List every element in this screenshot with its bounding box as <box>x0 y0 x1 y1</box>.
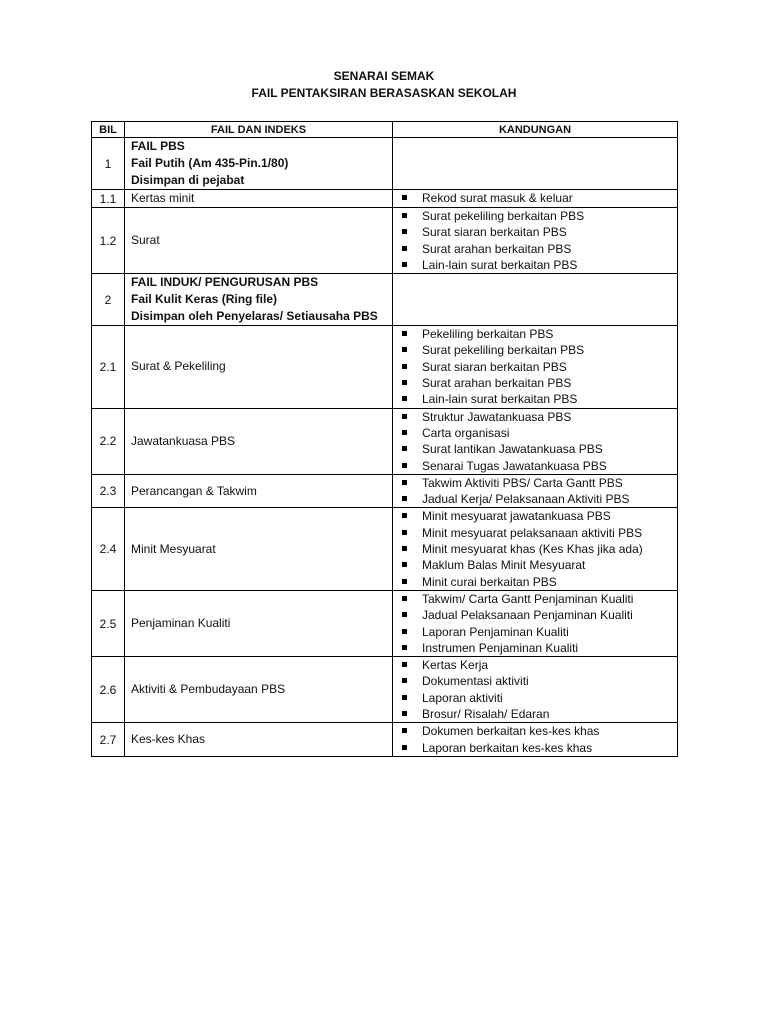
list-item-text: Surat pekeliling berkaitan PBS <box>422 343 585 358</box>
row-number: 2.5 <box>92 590 125 656</box>
file-index-cell <box>125 590 393 656</box>
list-item <box>399 706 671 722</box>
table-row <box>92 474 678 508</box>
square-bullet-icon <box>402 530 407 535</box>
list-item-text: Surat pekeliling berkaitan PBS <box>422 209 585 223</box>
contents-list <box>399 326 671 407</box>
row-number: 2.3 <box>92 474 125 508</box>
list-item-text: Laporan berkaitan kes-kes khas <box>422 740 593 755</box>
file-index-text: Kertas minit <box>131 191 195 205</box>
table-body <box>92 138 678 757</box>
square-bullet-icon <box>402 446 407 451</box>
contents-list <box>399 657 671 722</box>
row-number: 1 <box>92 138 125 190</box>
list-item-text: Surat siaran berkaitan PBS <box>422 359 567 374</box>
list-item <box>399 375 671 391</box>
table-row <box>92 657 678 723</box>
contents-cell <box>393 657 678 723</box>
contents-list <box>399 508 671 589</box>
file-index-text: Kes-kes Khas <box>131 732 206 747</box>
square-bullet-icon <box>402 496 407 501</box>
list-item-text: Minit mesyuarat pelaksanaan aktiviti PBS <box>422 525 643 540</box>
square-bullet-icon <box>402 480 407 485</box>
contents-cell <box>393 590 678 656</box>
square-bullet-icon <box>402 711 407 716</box>
list-item-text: Laporan aktiviti <box>422 690 503 705</box>
square-bullet-icon <box>402 331 407 336</box>
square-bullet-icon <box>402 262 407 267</box>
list-item-text: Surat arahan berkaitan PBS <box>422 241 572 256</box>
file-index-text: Aktiviti & Pembudayaan PBS <box>131 682 286 697</box>
list-item-text: Surat arahan berkaitan PBS <box>422 376 572 391</box>
file-index-text: Fail Kulit Keras (Ring file) <box>131 292 278 307</box>
list-item-text: Surat lantikan Jawatankuasa PBS <box>422 442 603 457</box>
square-bullet-icon <box>402 347 407 352</box>
row-number: 2.2 <box>92 408 125 474</box>
contents-list <box>399 475 671 508</box>
square-bullet-icon <box>402 414 407 419</box>
table-row <box>92 190 678 208</box>
list-item <box>399 458 671 474</box>
list-item <box>399 241 671 257</box>
list-item <box>399 525 671 541</box>
row-number: 2.6 <box>92 657 125 723</box>
contents-cell <box>393 138 678 190</box>
title-block <box>0 68 768 102</box>
list-item <box>399 491 671 507</box>
list-item-text: Maklum Balas Minit Mesyuarat <box>422 558 586 573</box>
square-bullet-icon <box>402 430 407 435</box>
contents-list <box>399 723 671 756</box>
list-item <box>399 224 671 240</box>
file-index-text: FAIL INDUK/ PENGURUSAN PBS <box>131 275 319 290</box>
file-index-text: Jawatankuasa PBS <box>131 433 236 448</box>
header-fail-dan-indeks: FAIL DAN INDEKS <box>125 122 393 138</box>
table-row <box>92 723 678 757</box>
file-index-text: Penjaminan Kualiti <box>131 616 231 631</box>
list-item-text: Carta organisasi <box>422 425 510 440</box>
row-number: 1.2 <box>92 208 125 274</box>
list-item <box>399 723 671 739</box>
table-row <box>92 590 678 656</box>
file-index-cell <box>125 408 393 474</box>
list-item-text: Minit mesyuarat khas (Kes Khas jika ada) <box>422 542 643 557</box>
row-number: 2.1 <box>92 326 125 408</box>
contents-cell <box>393 326 678 408</box>
file-index-cell <box>125 208 393 274</box>
table-row <box>92 274 678 326</box>
table-header-row <box>92 122 678 138</box>
square-bullet-icon <box>402 728 407 733</box>
file-index-cell <box>125 508 393 590</box>
list-item-text: Instrumen Penjaminan Kualiti <box>422 640 579 655</box>
square-bullet-icon <box>402 229 407 234</box>
list-item <box>399 541 671 557</box>
list-item-text: Dokumentasi aktiviti <box>422 674 529 689</box>
header-bil: BIL <box>92 122 125 138</box>
file-index-cell <box>125 138 393 190</box>
list-item <box>399 624 671 640</box>
square-bullet-icon <box>402 612 407 617</box>
square-bullet-icon <box>402 513 407 518</box>
file-index-text: Perancangan & Takwim <box>131 483 257 498</box>
file-index-text: Disimpan di pejabat <box>131 173 245 187</box>
list-item-text: Jadual Kerja/ Pelaksanaan Aktiviti PBS <box>422 492 630 507</box>
list-item <box>399 425 671 441</box>
table-row <box>92 138 678 190</box>
file-index-text: Surat & Pekeliling <box>131 359 226 374</box>
list-item <box>399 740 671 756</box>
list-item <box>399 607 671 623</box>
file-index-cell <box>125 326 393 408</box>
file-index-text: Surat <box>131 233 160 248</box>
square-bullet-icon <box>402 195 407 200</box>
square-bullet-icon <box>402 695 407 700</box>
list-item-text: Kertas Kerja <box>422 658 489 673</box>
list-item-text: Jadual Pelaksanaan Penjaminan Kualiti <box>422 608 633 623</box>
list-item-text: Laporan Penjaminan Kualiti <box>422 624 569 639</box>
list-item <box>399 409 671 425</box>
table-row <box>92 326 678 408</box>
list-item <box>399 257 671 273</box>
list-item <box>399 508 671 524</box>
square-bullet-icon <box>402 629 407 634</box>
square-bullet-icon <box>402 596 407 601</box>
list-item-text: Takwim Aktiviti PBS/ Carta Gantt PBS <box>422 475 623 490</box>
list-item-text: Struktur Jawatankuasa PBS <box>422 409 572 424</box>
square-bullet-icon <box>402 213 407 218</box>
square-bullet-icon <box>402 579 407 584</box>
list-item <box>399 441 671 457</box>
square-bullet-icon <box>402 364 407 369</box>
contents-cell <box>393 508 678 590</box>
square-bullet-icon <box>402 678 407 683</box>
document-subtitle: FAIL PENTAKSIRAN BERASASKAN SEKOLAH <box>251 86 517 100</box>
contents-list <box>399 591 671 656</box>
list-item-text: Brosur/ Risalah/ Edaran <box>422 707 550 722</box>
file-index-text: FAIL PBS <box>131 139 185 153</box>
row-number: 2.7 <box>92 723 125 757</box>
square-bullet-icon <box>402 396 407 401</box>
list-item <box>399 690 671 706</box>
header-kandungan: KANDUNGAN <box>393 122 678 138</box>
list-item <box>399 190 671 206</box>
file-index-cell <box>125 723 393 757</box>
list-item <box>399 326 671 342</box>
list-item-text: Minit mesyuarat jawatankuasa PBS <box>422 509 611 524</box>
list-item-text: Lain-lain surat berkaitan PBS <box>422 257 578 272</box>
row-number: 2 <box>92 274 125 326</box>
file-index-cell <box>125 474 393 508</box>
list-item <box>399 359 671 375</box>
table-row <box>92 508 678 590</box>
row-number: 1.1 <box>92 190 125 208</box>
list-item <box>399 342 671 358</box>
list-item-text: Lain-lain surat berkaitan PBS <box>422 392 578 407</box>
document-title: SENARAI SEMAK <box>333 69 435 83</box>
list-item <box>399 574 671 590</box>
contents-list <box>399 409 671 474</box>
file-index-cell <box>125 190 393 208</box>
file-index-text: Disimpan oleh Penyelaras/ Setiausaha PBS <box>131 309 378 324</box>
list-item-text: Surat siaran berkaitan PBS <box>422 225 567 240</box>
list-item-text: Dokumen berkaitan kes-kes khas <box>422 724 600 739</box>
table-row <box>92 408 678 474</box>
square-bullet-icon <box>402 380 407 385</box>
row-number: 2.4 <box>92 508 125 590</box>
list-item <box>399 657 671 673</box>
file-index-text: Fail Putih (Am 435-Pin.1/80) <box>131 156 289 170</box>
square-bullet-icon <box>402 562 407 567</box>
contents-cell <box>393 474 678 508</box>
contents-cell <box>393 208 678 274</box>
contents-cell <box>393 408 678 474</box>
list-item-text: Rekod surat masuk & keluar <box>422 191 573 206</box>
square-bullet-icon <box>402 745 407 750</box>
list-item-text: Takwim/ Carta Gantt Penjaminan Kualiti <box>422 591 634 606</box>
contents-cell <box>393 190 678 208</box>
checklist-table <box>91 121 678 757</box>
list-item-text: Pekeliling berkaitan PBS <box>422 327 554 342</box>
list-item <box>399 591 671 607</box>
table-row <box>92 208 678 274</box>
list-item <box>399 208 671 224</box>
contents-list <box>399 208 671 273</box>
list-item <box>399 391 671 407</box>
list-item <box>399 673 671 689</box>
square-bullet-icon <box>402 246 407 251</box>
file-index-text: Minit Mesyuarat <box>131 541 216 556</box>
file-index-cell <box>125 657 393 723</box>
list-item <box>399 557 671 573</box>
list-item <box>399 640 671 656</box>
square-bullet-icon <box>402 546 407 551</box>
square-bullet-icon <box>402 662 407 667</box>
list-item-text: Senarai Tugas Jawatankuasa PBS <box>422 458 607 473</box>
list-item <box>399 475 671 491</box>
contents-list <box>399 190 671 206</box>
contents-cell <box>393 274 678 326</box>
square-bullet-icon <box>402 463 407 468</box>
square-bullet-icon <box>402 645 407 650</box>
file-index-cell <box>125 274 393 326</box>
contents-cell <box>393 723 678 757</box>
list-item-text: Minit curai berkaitan PBS <box>422 574 557 589</box>
